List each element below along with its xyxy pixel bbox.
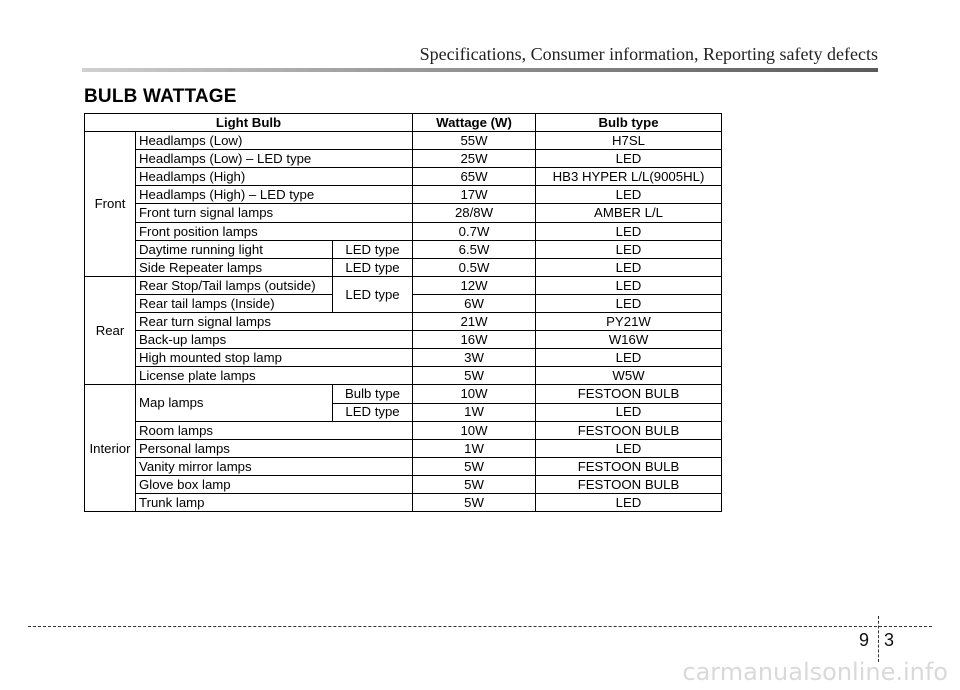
bulb-type: AMBER L/L: [536, 204, 722, 222]
table-row: [85, 457, 722, 475]
page-number: 3: [884, 630, 895, 650]
bulb-name: Rear tail lamps (Inside): [136, 294, 333, 312]
bulb-name: Rear Stop/Tail lamps (outside): [136, 276, 333, 294]
bulb-name: Front position lamps: [136, 222, 413, 240]
bulb-type: FESTOON BULB: [536, 421, 722, 439]
bulb-name: High mounted stop lamp: [136, 349, 413, 367]
wattage: 28/8W: [413, 204, 536, 222]
bulb-subtype: LED type: [333, 240, 413, 258]
chapter-number: 9: [859, 630, 870, 650]
table-row: [85, 385, 722, 403]
table-row: [85, 258, 722, 276]
wattage: 10W: [413, 421, 536, 439]
table-row: [85, 186, 722, 204]
table-row: [85, 349, 722, 367]
bulb-type: FESTOON BULB: [536, 457, 722, 475]
watermark: carmanualsonline.info: [682, 658, 948, 686]
wattage: 21W: [413, 313, 536, 331]
group-label-interior: Interior: [85, 385, 136, 512]
bulb-name: Rear turn signal lamps: [136, 313, 413, 331]
table-row: [85, 240, 722, 258]
wattage: 5W: [413, 457, 536, 475]
bulb-type: LED: [536, 240, 722, 258]
wattage: 16W: [413, 331, 536, 349]
wattage: 55W: [413, 132, 536, 150]
bulb-type: H7SL: [536, 132, 722, 150]
bulb-type: LED: [536, 493, 722, 511]
wattage: 1W: [413, 403, 536, 421]
bulb-name: Trunk lamp: [136, 493, 413, 511]
bulb-type: LED: [536, 349, 722, 367]
table-row: [85, 150, 722, 168]
table-row: [85, 331, 722, 349]
wattage: 3W: [413, 349, 536, 367]
bulb-type: LED: [536, 258, 722, 276]
wattage: 17W: [413, 186, 536, 204]
bulb-subtype: LED type: [333, 276, 413, 312]
table-row: [85, 276, 722, 294]
wattage: 10W: [413, 385, 536, 403]
wattage: 0.7W: [413, 222, 536, 240]
bulb-name: Vanity mirror lamps: [136, 457, 413, 475]
table-row: [85, 493, 722, 511]
bulb-type: W16W: [536, 331, 722, 349]
header-light-bulb: Light Bulb: [85, 114, 413, 132]
header-rule: [82, 68, 878, 72]
bulb-name: Map lamps: [136, 385, 333, 421]
table-row: [85, 222, 722, 240]
page-number-divider: [878, 616, 879, 662]
wattage: 5W: [413, 493, 536, 511]
bulb-name: Glove box lamp: [136, 475, 413, 493]
table-row: [85, 313, 722, 331]
bulb-name: Headlamps (Low): [136, 132, 413, 150]
table-row: [85, 204, 722, 222]
bulb-name: Side Repeater lamps: [136, 258, 333, 276]
wattage: 1W: [413, 439, 536, 457]
table-row: [85, 132, 722, 150]
bulb-type: PY21W: [536, 313, 722, 331]
table-row: [85, 367, 722, 385]
table-row: [85, 421, 722, 439]
bulb-name: Headlamps (Low) – LED type: [136, 150, 413, 168]
bulb-type: LED: [536, 150, 722, 168]
wattage: 25W: [413, 150, 536, 168]
group-label-front: Front: [85, 132, 136, 277]
bulb-type: FESTOON BULB: [536, 385, 722, 403]
bulb-wattage-table: [84, 113, 722, 512]
footer-dashed-rule: [28, 626, 932, 627]
bulb-type: LED: [536, 403, 722, 421]
bulb-name: Daytime running light: [136, 240, 333, 258]
bulb-type: LED: [536, 222, 722, 240]
header-bulb-type: Bulb type: [536, 114, 722, 132]
bulb-name: Personal lamps: [136, 439, 413, 457]
bulb-name: Front turn signal lamps: [136, 204, 413, 222]
table-row: [85, 475, 722, 493]
table-header-row: [85, 114, 722, 132]
chapter-title: Specifications, Consumer information, Reporting safety defects: [419, 44, 878, 64]
bulb-type: W5W: [536, 367, 722, 385]
wattage: 5W: [413, 367, 536, 385]
bulb-name: Headlamps (High): [136, 168, 413, 186]
bulb-type: LED: [536, 439, 722, 457]
bulb-name: License plate lamps: [136, 367, 413, 385]
table-row: [85, 439, 722, 457]
wattage: 0.5W: [413, 258, 536, 276]
bulb-type: LED: [536, 276, 722, 294]
wattage: 6.5W: [413, 240, 536, 258]
header-wattage: Wattage (W): [413, 114, 536, 132]
bulb-name: Headlamps (High) – LED type: [136, 186, 413, 204]
bulb-subtype: LED type: [333, 403, 413, 421]
bulb-type: LED: [536, 294, 722, 312]
wattage: 5W: [413, 475, 536, 493]
bulb-subtype: Bulb type: [333, 385, 413, 403]
table-row: [85, 168, 722, 186]
bulb-name: Room lamps: [136, 421, 413, 439]
bulb-name: Back-up lamps: [136, 331, 413, 349]
wattage: 65W: [413, 168, 536, 186]
bulb-subtype: LED type: [333, 258, 413, 276]
group-label-rear: Rear: [85, 276, 136, 385]
bulb-type: LED: [536, 186, 722, 204]
bulb-type: FESTOON BULB: [536, 475, 722, 493]
bulb-type: HB3 HYPER L/L(9005HL): [536, 168, 722, 186]
wattage: 6W: [413, 294, 536, 312]
section-heading: BULB WATTAGE: [84, 86, 237, 107]
wattage: 12W: [413, 276, 536, 294]
